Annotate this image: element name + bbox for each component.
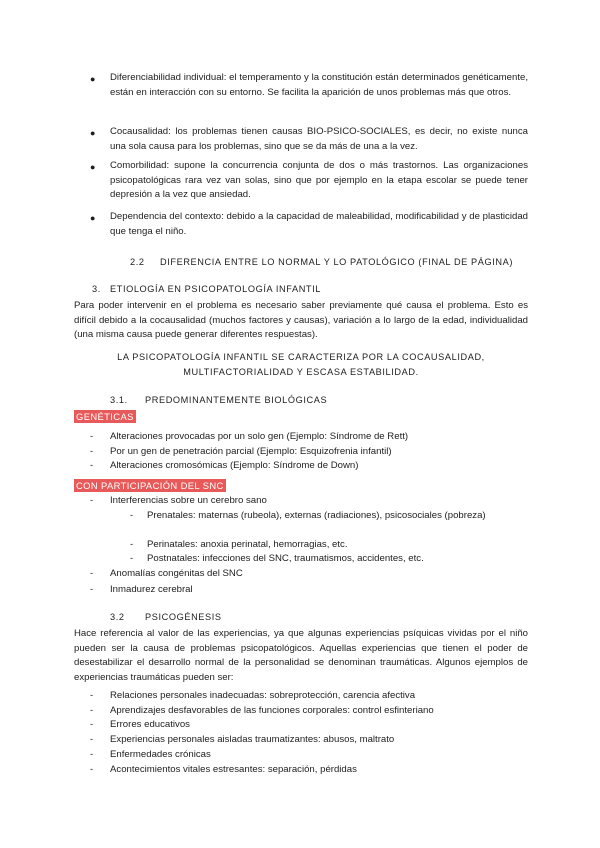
dash-marker: - (90, 584, 94, 595)
bullet-diferenciabilidad: Diferenciabilidad individual: el temperamento y la constitución están determinados genéticamente, están en interacción con su entorno. Se facilita la aparición de unos problemas más que otros. (110, 72, 528, 98)
section-3-1-title: PREDOMINANTEMENTE BIOLÓGICAS (145, 395, 328, 405)
dash-marker: - (90, 690, 94, 701)
centered-statement-line-1: LA PSICOPATOLOGÍA INFANTIL SE CARACTERIZA POR LA COCAUSALIDAD, (117, 352, 485, 362)
traumatica-item: Experiencias personales aisladas traumatizantes: abusos, maltrato (110, 734, 395, 745)
dash-marker: - (90, 764, 94, 775)
dash-marker: - (90, 705, 94, 716)
traumatica-item: Errores educativos (110, 719, 190, 730)
section-3-1-number: 3.1. (110, 395, 128, 405)
bullet-cocausalidad: Cocausalidad: los problemas tienen causas BIO-PSICO-SOCIALES, es decir, no existe nunca una sola causa para los problemas, sino que se da más de una a la vez. (110, 126, 528, 152)
dash-marker: - (90, 734, 94, 745)
dash-marker: - (90, 431, 94, 442)
geneticas-item: Por un gen de penetración parcial (Ejemplo: Esquizofrenia infantil) (110, 446, 392, 457)
bullet-marker: ● (90, 162, 96, 172)
section-3-2-title: PSICOGÉNESIS (145, 612, 222, 622)
subdash-marker: - (130, 553, 134, 564)
centered-statement-line-2: MULTIFACTORIALIDAD Y ESCASA ESTABILIDAD. (183, 367, 419, 377)
snc-item-interferencias: Interferencias sobre un cerebro sano (110, 495, 267, 506)
bullet-dependencia: Dependencia del contexto: debido a la capacidad de maleabilidad, modificabilidad y de plasticidad que tenga el niño. (110, 211, 528, 237)
snc-subitem-postnatales: Postnatales: infecciones del SNC, traumatismos, accidentes, etc. (147, 553, 424, 564)
bullet-comorbilidad: Comorbilidad: supone la concurrencia conjunta de dos o más trastornos. Las organizaciones psicopatológicas rara vez van solas, sino que por ejemplo en la etapa escolar se puede tener depresión a la vez que ansiedad. (110, 160, 528, 200)
bullet-marker: ● (90, 213, 96, 223)
snc-subitem-prenatales: Prenatales: maternas (rubeola), externas (radiaciones), psicosociales (pobreza) (147, 510, 486, 521)
subdash-marker: - (130, 539, 134, 550)
bullet-marker: ● (90, 74, 96, 84)
etiologia-intro-paragraph: Para poder intervenir en el problema es necesario saber previamente qué causa el problema. Esto es difícil debido a la cocausalidad (muchos factores y causas), variación a lo largo de la edad, individualidad (una misma causa puede generar diferentes respuestas). (74, 300, 528, 340)
dash-marker: - (90, 568, 94, 579)
traumatica-item: Relaciones personales inadecuadas: sobreprotección, carencia afectiva (110, 690, 416, 701)
section-3-number: 3. (92, 284, 101, 294)
traumatica-item: Acontecimientos vitales estresantes: separación, pérdidas (110, 764, 357, 775)
dash-marker: - (90, 749, 94, 760)
geneticas-item: Alteraciones cromosómicas (Ejemplo: Síndrome de Down) (110, 460, 359, 471)
snc-tag: CON PARTICIPACIÓN DEL SNC (76, 480, 224, 491)
geneticas-tag: GENÉTICAS (76, 411, 134, 422)
psicogenesis-paragraph: Hace referencia al valor de las experiencias, ya que algunas experiencias psíquicas vividas por el niño pueden ser la causa de problemas psicopatológicos. Aquellas experiencias que tienen el poder de desestabilizar el desarrollo normal de la personalidad se denominan traumáticas. Algunos ejemplos de experiencias traumáticas pueden ser: (74, 628, 528, 683)
section-3-2-number: 3.2 (110, 612, 125, 622)
dash-marker: - (90, 446, 94, 457)
dash-marker: - (90, 460, 94, 471)
bullet-marker: ● (90, 128, 96, 138)
section-2-2-title: DIFERENCIA ENTRE LO NORMAL Y LO PATOLÓGICO (FINAL DE PÁGINA) (160, 257, 514, 267)
traumatica-item: Aprendizajes desfavorables de las funciones corporales: control esfinteriano (110, 705, 434, 716)
dash-marker: - (90, 495, 94, 506)
dash-marker: - (90, 719, 94, 730)
section-2-2-number: 2.2 (130, 257, 145, 267)
subdash-marker: - (130, 510, 134, 521)
traumatica-item: Enfermedades crónicas (110, 749, 211, 760)
geneticas-item: Alteraciones provocadas por un solo gen (Ejemplo: Síndrome de Rett) (110, 431, 409, 442)
snc-subitem-perinatales: Perinatales: anoxia perinatal, hemorragias, etc. (147, 539, 348, 550)
snc-item-inmadurez: Inmadurez cerebral (110, 584, 193, 595)
snc-item-anomalias: Anomalías congénitas del SNC (110, 568, 243, 579)
section-3-title: ETIOLOGÍA EN PSICOPATOLOGÍA INFANTIL (110, 284, 322, 294)
